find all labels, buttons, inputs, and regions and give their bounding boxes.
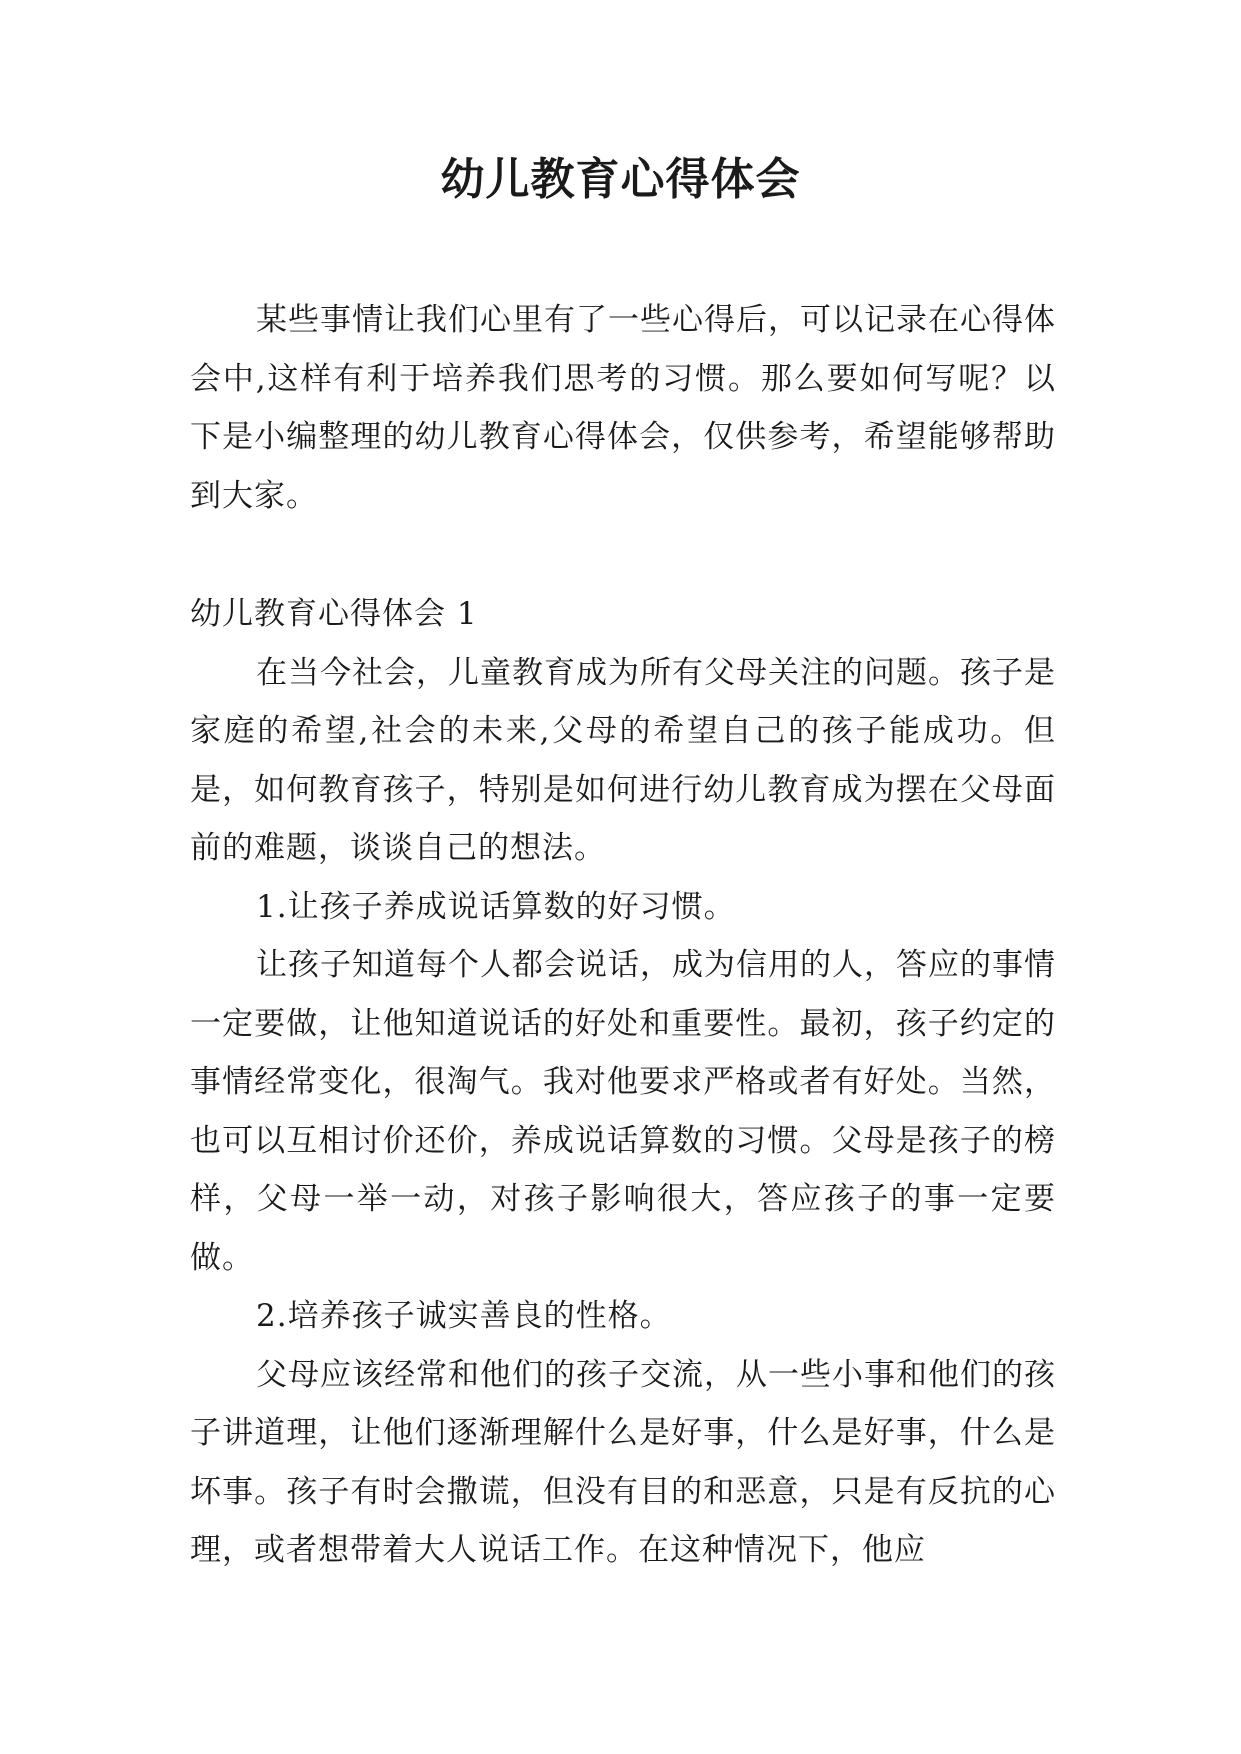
body-paragraph: 父母应该经常和他们的孩子交流，从一些小事和他们的孩子讲道理，让他们逐渐理解什么是好事，什么是好事，什么是坏事。孩子有时会撒谎，但没有目的和恶意，只是有反抗的心理，或者想带着大人说话工作。在这种情况下，他应 [190,1356,1056,1568]
list-item-heading: 1.让孩子养成说话算数的好习惯。 [256,888,736,925]
section-1 [190,585,1056,1580]
intro-paragraph: 某些事情让我们心里有了一些心得后，可以记录在心得体会中,这样有利于培养我们思考的习惯。那么要如何写呢？以下是小编整理的幼儿教育心得体会，仅供参考，希望能够帮助到大家。 [190,302,1056,514]
section-heading: 幼儿教育心得体会 1 [190,596,478,632]
intro-block [190,291,1056,525]
list-item-heading: 2.培养孩子诚实善良的性格。 [256,1298,672,1334]
body-paragraph: 让孩子知道每个人都会说话，成为信用的人，答应的事情一定要做，让他知道说话的好处和重要性。最初，孩子约定的事情经常变化，很淘气。我对他要求严格或者有好处。当然，也可以互相讨价还价，养成说话算数的习惯。父母是孩子的榜样，父母一举一动，对孩子影响很大，答应孩子的事一定要做。 [190,947,1056,1276]
body-paragraph: 在当今社会，儿童教育成为所有父母关注的问题。孩子是家庭的希望,社会的未来,父母的希望自己的孩子能成功。但是，如何教育孩子，特别是如何进行幼儿教育成为摆在父母面前的难题，谈谈自己的想法。 [190,654,1056,866]
document-title: 幼儿教育心得体会 [440,154,801,205]
